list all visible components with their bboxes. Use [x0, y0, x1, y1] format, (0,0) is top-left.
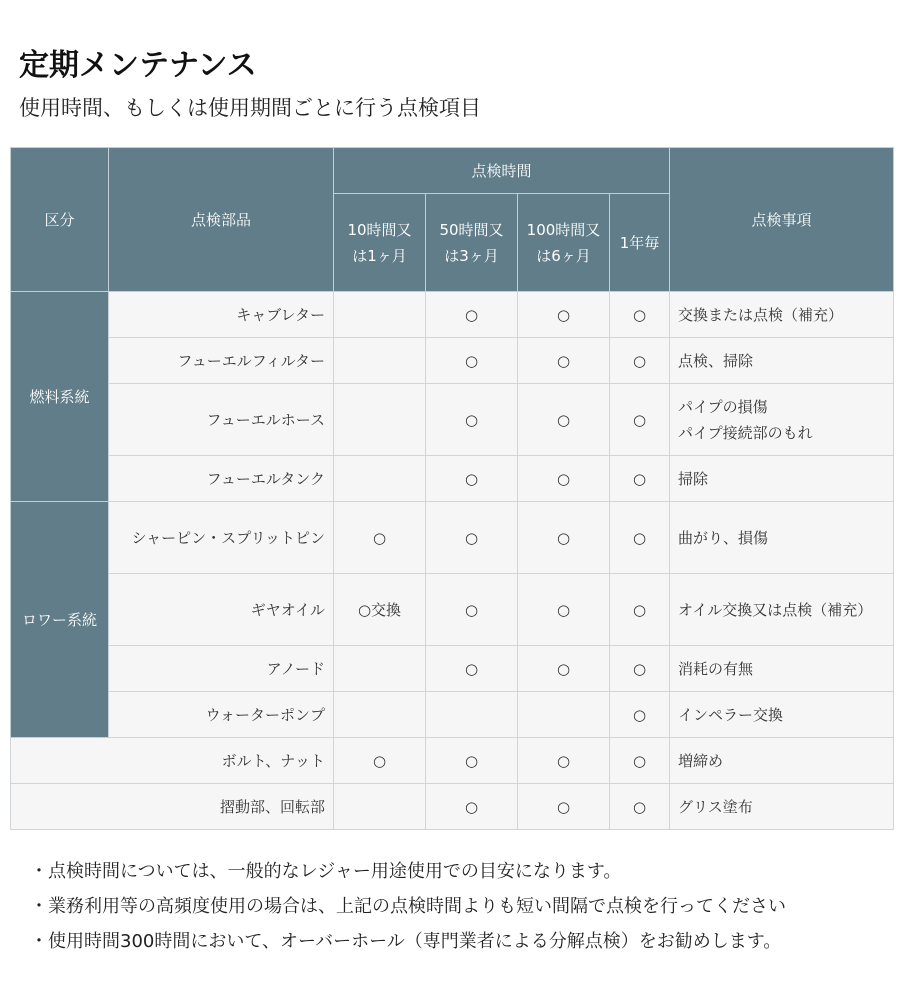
part-cell: フューエルホース: [109, 384, 334, 456]
note-cell: 掃除: [670, 456, 894, 502]
page-subtitle: 使用時間、もしくは使用期間ごとに行う点検項目: [19, 96, 481, 120]
footnote: ・点検時間については、一般的なレジャー用途使用での目安になります。: [30, 861, 622, 882]
table-row: [11, 738, 894, 784]
footnote: ・使用時間300時間において、オーバーホール（専門業者による分解点検）をお勧めします。: [30, 931, 782, 952]
header-notes: 点検事項: [670, 148, 894, 292]
mark-cell: ○: [610, 338, 670, 384]
mark-cell: ○: [518, 456, 610, 502]
note-cell: グリス塗布: [670, 784, 894, 830]
mark-cell: [334, 456, 426, 502]
mark-cell: ○: [518, 738, 610, 784]
part-cell: ボルト、ナット: [11, 738, 334, 784]
mark-cell: [334, 384, 426, 456]
mark-cell: ○: [334, 738, 426, 784]
mark-cell: ○: [610, 292, 670, 338]
footnote: ・業務利用等の高頻度使用の場合は、上記の点検時間よりも短い間隔で点検を行ってください: [30, 896, 786, 917]
header-category: 区分: [11, 148, 109, 292]
mark-cell: ○: [610, 384, 670, 456]
part-cell: フューエルタンク: [109, 456, 334, 502]
mark-cell: ○: [334, 502, 426, 574]
mark-cell: ○: [518, 784, 610, 830]
header-interval-1y: 1年毎: [610, 194, 670, 292]
note-cell: 曲がり、損傷: [670, 502, 894, 574]
part-cell: ウォーターポンプ: [109, 692, 334, 738]
mark-cell: ○: [610, 502, 670, 574]
part-cell: アノード: [109, 646, 334, 692]
header-interval-100h: 100時間又は6ヶ月: [518, 194, 610, 292]
table-row: [11, 574, 894, 646]
note-cell: インペラー交換: [670, 692, 894, 738]
note-cell: 交換または点検（補充）: [670, 292, 894, 338]
mark-cell: ○: [518, 384, 610, 456]
table-row: [11, 692, 894, 738]
mark-cell: [426, 692, 518, 738]
note-cell: 増締め: [670, 738, 894, 784]
mark-cell: ○: [610, 574, 670, 646]
mark-cell: ○: [426, 456, 518, 502]
mark-cell: ○: [426, 292, 518, 338]
part-cell: フューエルフィルター: [109, 338, 334, 384]
mark-cell: ○: [518, 646, 610, 692]
table-row: [11, 338, 894, 384]
header-interval-50h: 50時間又は3ヶ月: [426, 194, 518, 292]
maintenance-table: [10, 147, 894, 830]
mark-cell: [334, 292, 426, 338]
mark-cell: ○: [610, 692, 670, 738]
table-row: [11, 646, 894, 692]
mark-cell: ○: [610, 738, 670, 784]
mark-cell: ○交換: [334, 574, 426, 646]
part-cell: ギヤオイル: [109, 574, 334, 646]
part-cell: シャーピン・スプリットピン: [109, 502, 334, 574]
table-row: [11, 456, 894, 502]
mark-cell: [334, 646, 426, 692]
mark-cell: ○: [426, 784, 518, 830]
mark-cell: ○: [426, 502, 518, 574]
part-cell: 摺動部、回転部: [11, 784, 334, 830]
mark-cell: ○: [518, 338, 610, 384]
note-cell: 消耗の有無: [670, 646, 894, 692]
mark-cell: ○: [610, 646, 670, 692]
mark-cell: ○: [426, 384, 518, 456]
mark-cell: ○: [426, 338, 518, 384]
mark-cell: ○: [518, 292, 610, 338]
part-cell: キャブレター: [109, 292, 334, 338]
mark-cell: [518, 692, 610, 738]
mark-cell: [334, 692, 426, 738]
category-lower: ロワー系統: [11, 502, 109, 738]
mark-cell: [334, 784, 426, 830]
page-title: 定期メンテナンス: [19, 48, 257, 83]
header-interval-10h: 10時間又は1ヶ月: [334, 194, 426, 292]
note-cell: パイプの損傷 パイプ接続部のもれ: [670, 384, 894, 456]
mark-cell: [334, 338, 426, 384]
note-cell: 点検、掃除: [670, 338, 894, 384]
table-row: [11, 502, 894, 574]
note-cell: オイル交換又は点検（補充）: [670, 574, 894, 646]
footnotes: [30, 858, 786, 963]
mark-cell: ○: [426, 738, 518, 784]
mark-cell: ○: [610, 784, 670, 830]
mark-cell: ○: [518, 502, 610, 574]
header-part: 点検部品: [109, 148, 334, 292]
mark-cell: ○: [610, 456, 670, 502]
table-row: [11, 292, 894, 338]
mark-cell: ○: [426, 574, 518, 646]
mark-cell: ○: [518, 574, 610, 646]
table-row: [11, 384, 894, 456]
category-fuel: 燃料系統: [11, 292, 109, 502]
header-inspection-time: 点検時間: [334, 148, 670, 194]
mark-cell: ○: [426, 646, 518, 692]
table-row: [11, 784, 894, 830]
